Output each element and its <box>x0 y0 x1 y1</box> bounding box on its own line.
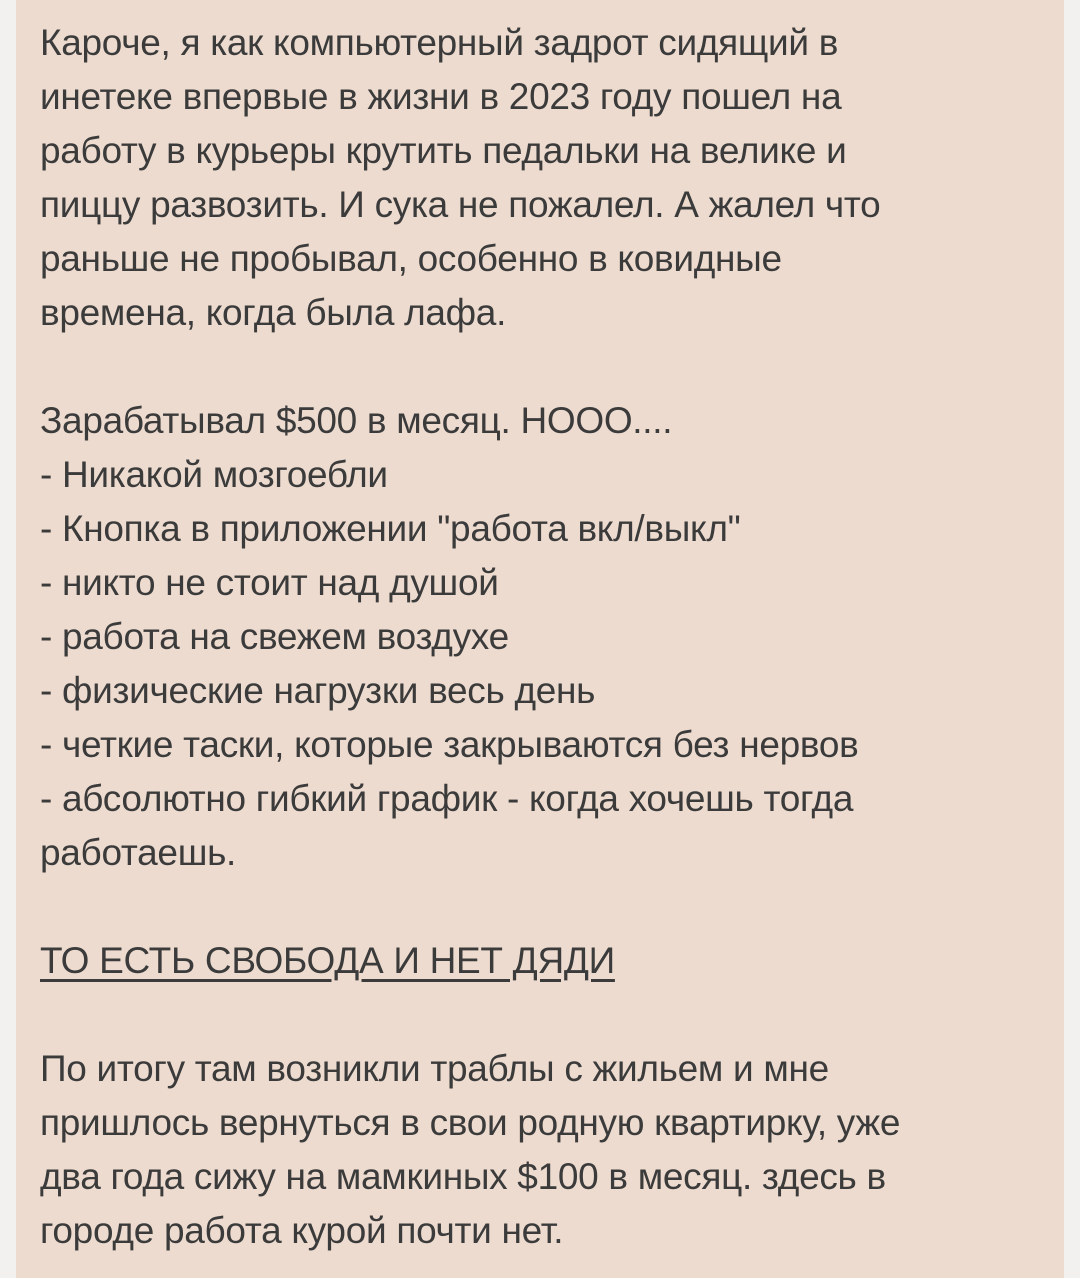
text-line: времена, когда была лафа. <box>40 292 507 333</box>
text-line: пиццу развозить. И сука не пожалел. А жалел что <box>40 184 881 225</box>
text-line: два года сижу на мамкиных $100 в месяц. здесь в <box>40 1156 886 1197</box>
text-line: По итогу там возникли траблы с жильем и мне <box>40 1048 829 1089</box>
list-item: - никто не стоит над душой <box>40 562 499 603</box>
list-item: - Никакой мозгоебли <box>40 454 388 495</box>
text-line: инетеке впервые в жизни в 2023 году пошел на <box>40 76 842 117</box>
intro-paragraph <box>40 16 1040 340</box>
headline-paragraph <box>40 934 1040 988</box>
text-line: раньше не пробывал, особенно в ковидные <box>40 238 782 279</box>
earnings-line: Зарабатывал $500 в месяц. НООО.... <box>40 400 673 441</box>
outro-paragraph <box>40 1042 1040 1258</box>
list-item: - Кнопка в приложении "работа вкл/выкл" <box>40 508 741 549</box>
paragraph-spacer <box>40 340 1040 394</box>
text-line: Кароче, я как компьютерный задрот сидящий в <box>40 22 839 63</box>
list-item: - четкие таски, которые закрываются без нервов <box>40 724 859 765</box>
paragraph-spacer <box>40 988 1040 1042</box>
headline: ТО ЕСТЬ СВОБОДА И НЕТ ДЯДИ <box>40 940 615 981</box>
text-line: работу в курьеры крутить педальки на велике и <box>40 130 847 171</box>
list-item: - работа на свежем воздухе <box>40 616 509 657</box>
pros-paragraph <box>40 394 1040 880</box>
list-item: - физические нагрузки весь день <box>40 670 596 711</box>
paragraph-spacer <box>40 880 1040 934</box>
list-item: - абсолютно гибкий график - когда хочешь тогда <box>40 778 854 819</box>
text-line: городе работа курой почти нет. <box>40 1210 564 1251</box>
post-card <box>16 0 1064 1278</box>
list-item: работаешь. <box>40 832 237 873</box>
text-line: пришлось вернуться в свои родную квартирку, уже <box>40 1102 901 1143</box>
